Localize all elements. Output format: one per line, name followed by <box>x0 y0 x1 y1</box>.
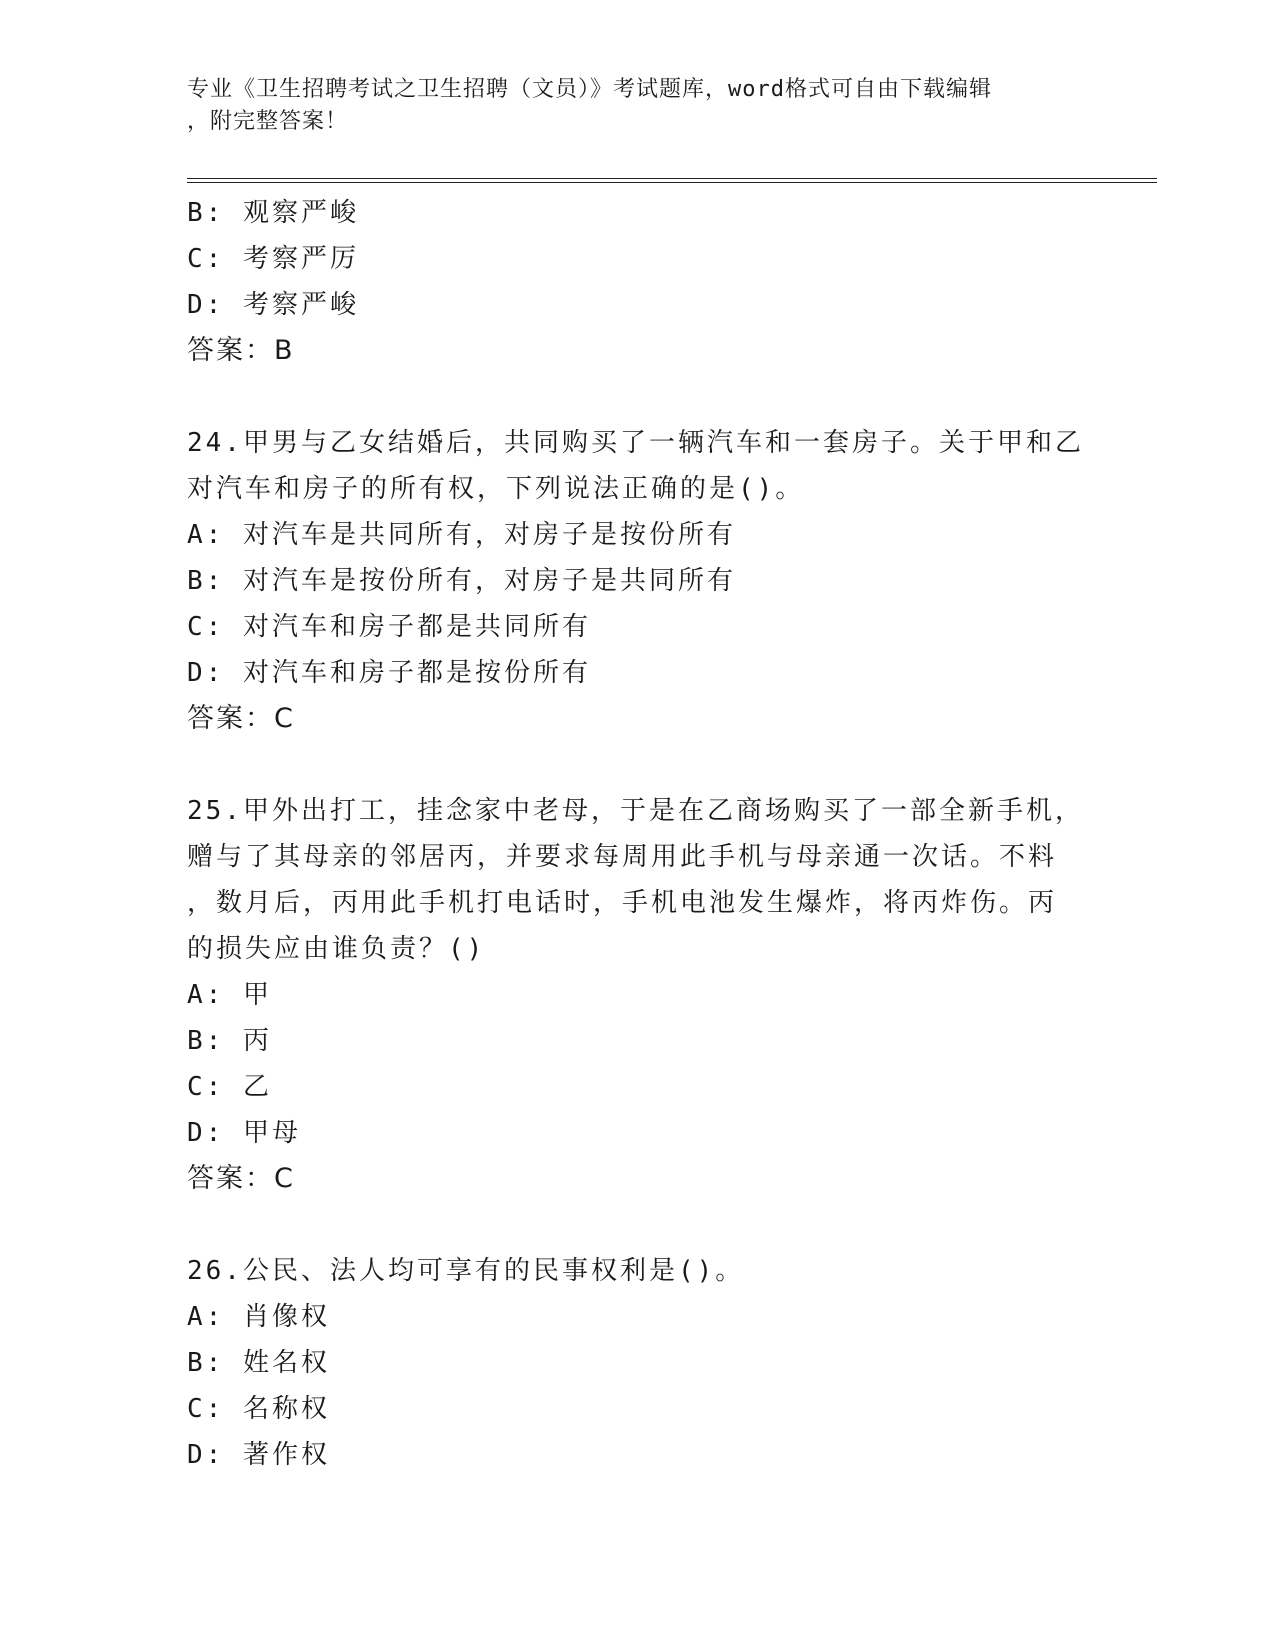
question-25 <box>187 788 1087 1202</box>
document-header <box>187 74 1087 138</box>
question-text-line: 对汽车和房子的所有权，下列说法正确的是()。 <box>187 474 805 504</box>
header-line-1: 专业《卫生招聘考试之卫生招聘（文员）》考试题库，word格式可自由下载编辑 <box>187 77 992 102</box>
option-b: B: 对汽车是按份所有，对房子是共同所有 <box>187 566 736 596</box>
document-body <box>187 190 1087 1478</box>
option-b: B: 姓名权 <box>187 1348 330 1378</box>
option-c: C: 乙 <box>187 1072 272 1102</box>
question-text-line: 的损失应由谁负责？() <box>187 934 486 964</box>
option-d: D: 对汽车和房子都是按份所有 <box>187 658 591 688</box>
question-text-line: 24.甲男与乙女结婚后，共同购买了一辆汽车和一套房子。关于甲和乙 <box>187 428 1084 458</box>
question-text-line: ，数月后，丙用此手机打电话时，手机电池发生爆炸，将丙炸伤。丙 <box>187 888 1058 918</box>
answer-line: 答案：C <box>187 1163 295 1194</box>
question-26 <box>187 1248 1087 1478</box>
option-c: C: 名称权 <box>187 1394 330 1424</box>
question-text-line: 26.公民、法人均可享有的民事权利是()。 <box>187 1256 745 1286</box>
header-divider <box>187 178 1157 183</box>
option-c: C: 对汽车和房子都是共同所有 <box>187 612 591 642</box>
header-line-2: ，附完整答案！ <box>187 109 349 134</box>
option-b: B: 观察严峻 <box>187 198 359 228</box>
question-text-line: 赠与了其母亲的邻居丙，并要求每周用此手机与母亲通一次话。不料 <box>187 842 1058 872</box>
option-d: D: 甲母 <box>187 1118 301 1148</box>
question-24 <box>187 420 1087 742</box>
option-a: A: 肖像权 <box>187 1302 330 1332</box>
option-c: C: 考察严厉 <box>187 244 359 274</box>
option-d: D: 著作权 <box>187 1440 330 1470</box>
option-d: D: 考察严峻 <box>187 290 359 320</box>
option-a: A: 甲 <box>187 980 272 1010</box>
question-23-partial <box>187 190 1087 374</box>
question-text-line: 25.甲外出打工，挂念家中老母，于是在乙商场购买了一部全新手机， <box>187 796 1084 826</box>
option-b: B: 丙 <box>187 1026 272 1056</box>
option-a: A: 对汽车是共同所有，对房子是按份所有 <box>187 520 736 550</box>
answer-line: 答案：C <box>187 703 295 734</box>
answer-line: 答案：B <box>187 335 295 366</box>
